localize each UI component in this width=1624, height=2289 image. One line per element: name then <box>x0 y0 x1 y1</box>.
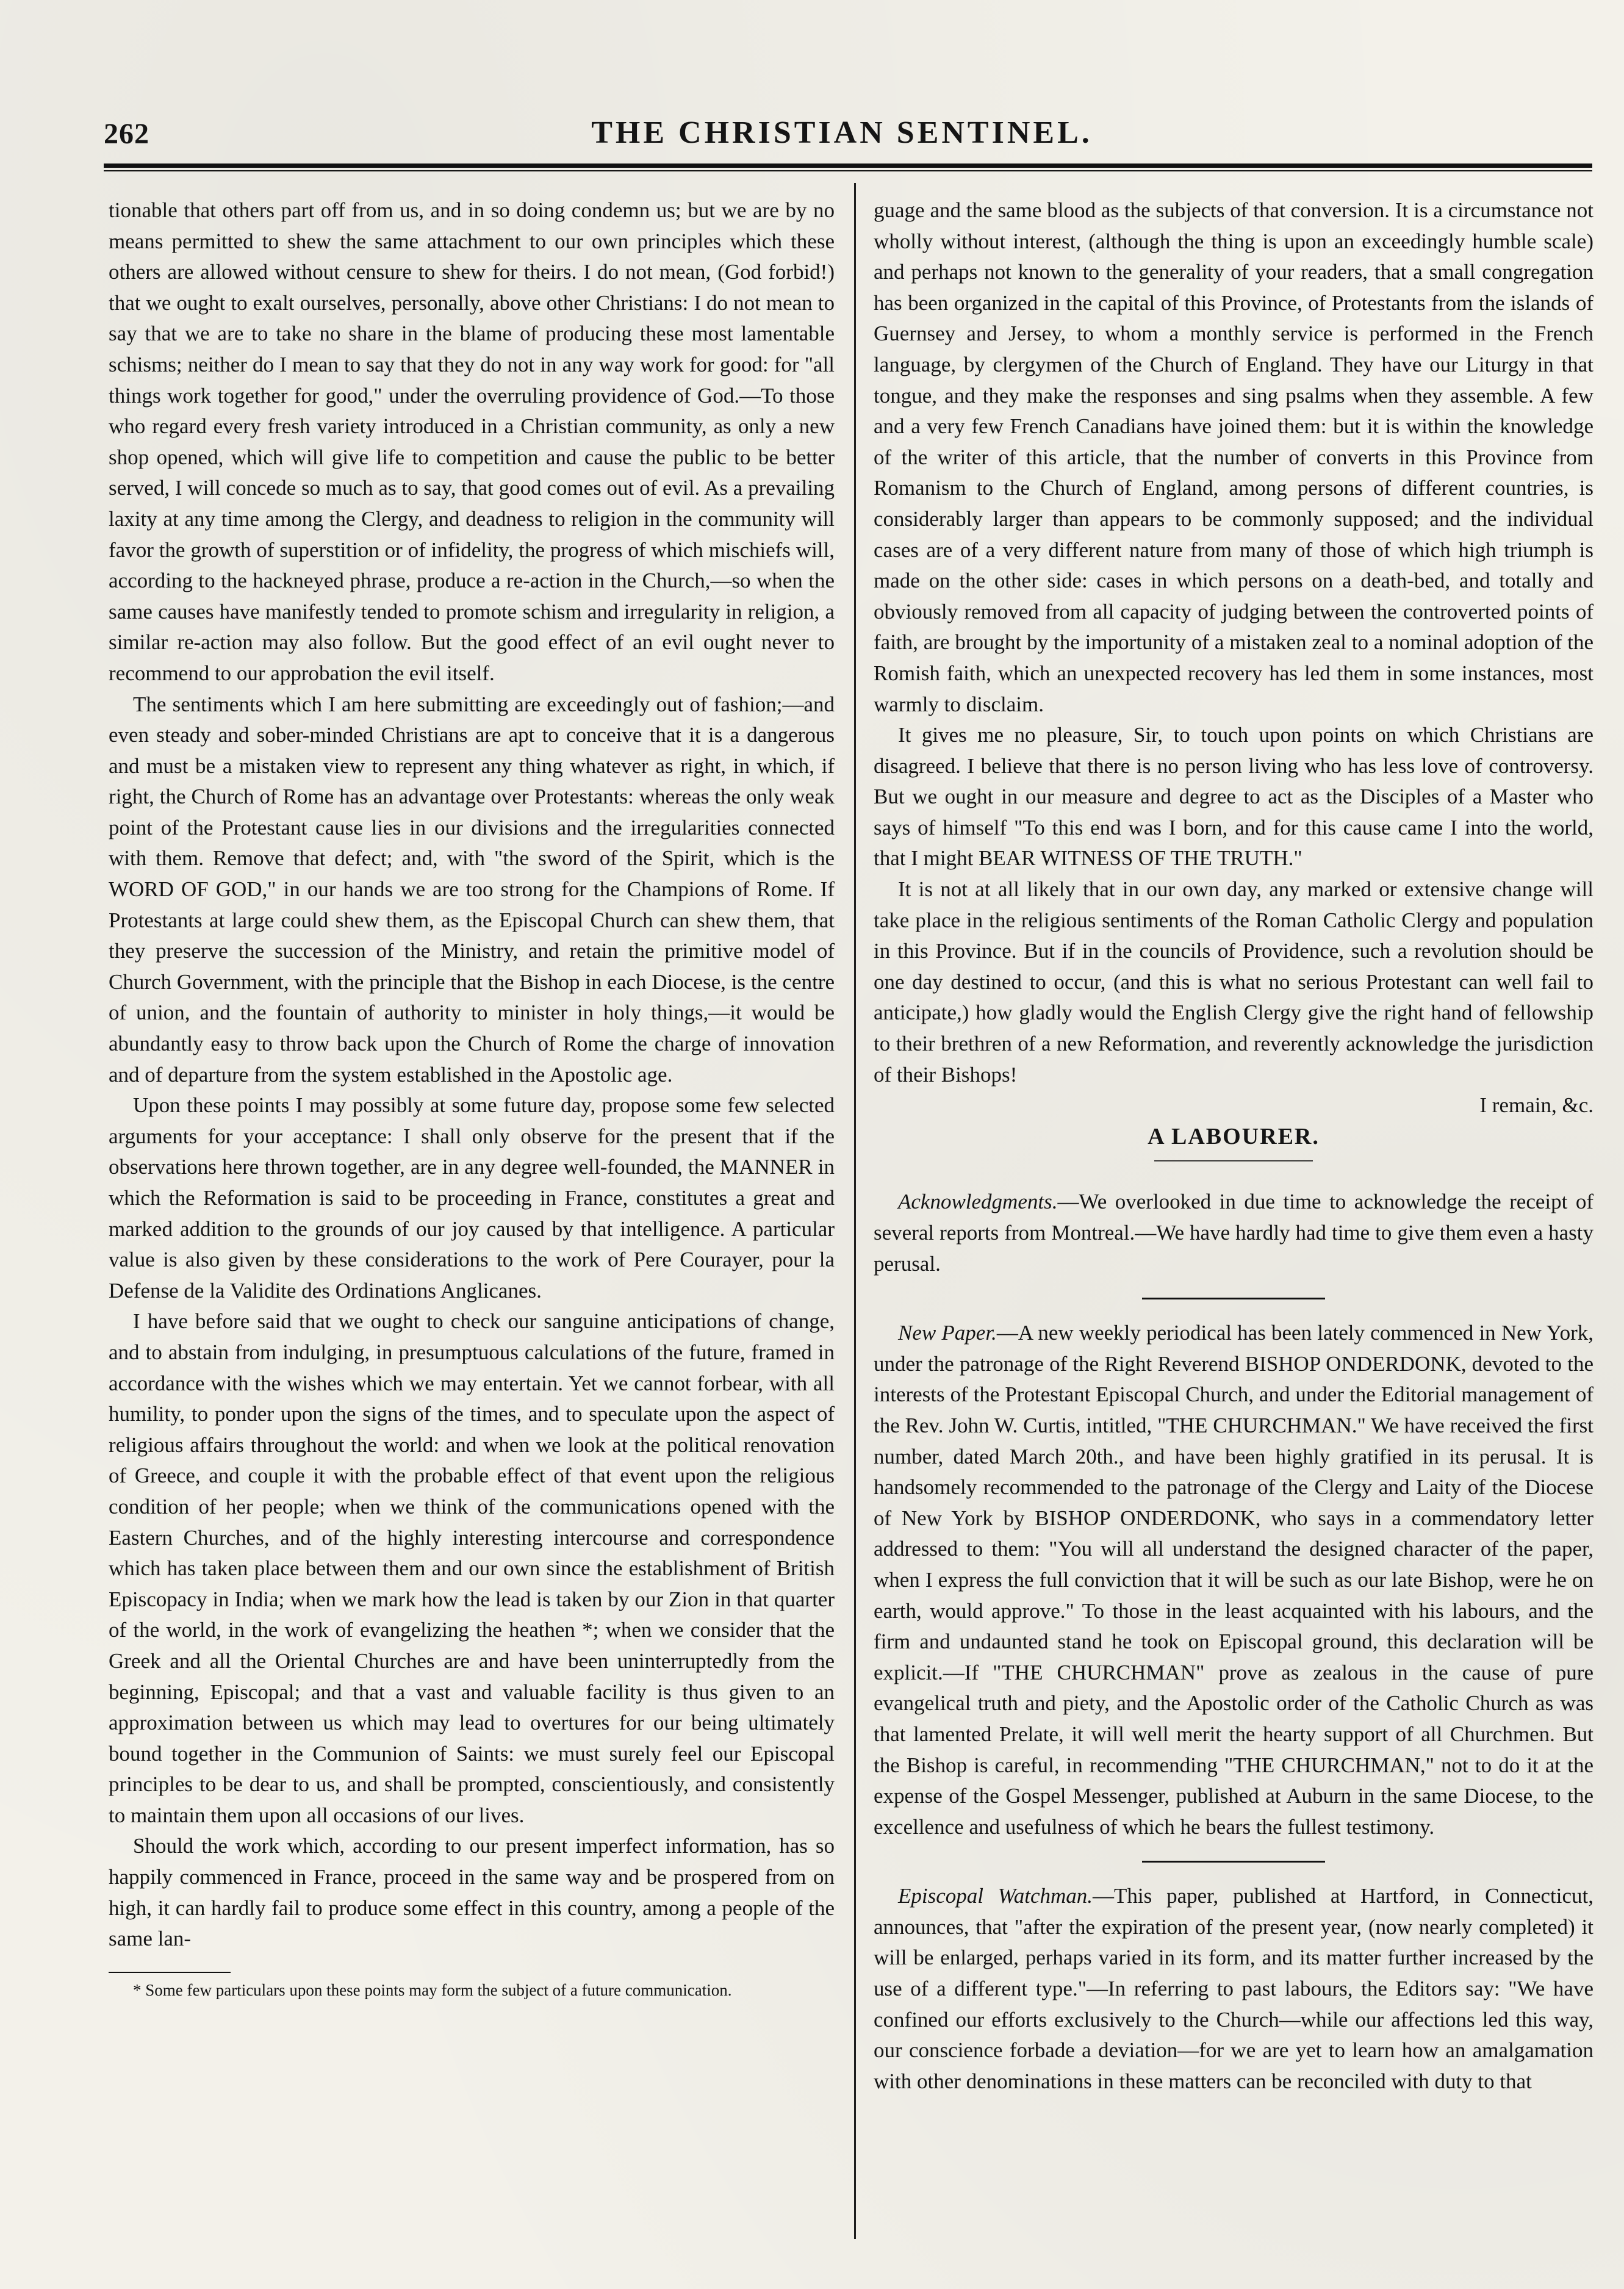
notice-new-paper <box>874 1318 1593 1842</box>
left-column <box>109 195 835 2001</box>
left-paragraph-1: tionable that others part off from us, and in so doing condemn us; but we are by no means permitted to shew the same attachment to our own principles which these others are allowed without censure to shew for theirs. I do not mean, (God forbid!) that we ought to exalt ourselves, personally, above other Christians: I do not mean to say that we are to take no share in the blame of producing these most lamentable schisms; neither do I mean to say that they do not in any way work for good: for "all things work together for good," under the overruling providence of God.—To those who regard every fresh variety introduced in a Christian community, as only a new shop opened, which will give life to competition and cause the public to be better served, I will concede so much as to say, that good comes out of evil. As a prevailing laxity at any time among the Clergy, and deadness to religion in the community will favor the growth of superstition or of infidelity, the progress of which mischiefs will, according to the hackneyed phrase, produce a re-action in the Church,—so when the same causes have manifestly tended to promote schism and irregularity in religion, a similar re-action may also follow. But the good effect of an evil ought never to recommend to our approbation the evil itself. <box>109 198 835 685</box>
right-column <box>874 195 1593 2097</box>
footnote-rule <box>109 1972 231 1973</box>
notice-acknowledgments-title: Acknowledgments. <box>898 1190 1058 1214</box>
notice-divider-2 <box>1142 1861 1325 1863</box>
header-rule <box>104 164 1592 171</box>
notice-acknowledgments-body: —We overlooked in due time to acknowledge the receipt of several reports from Montreal.—We have hardly had time to give them even a hasty perusal. <box>874 1190 1593 1276</box>
left-paragraph-3: Upon these points I may possibly at some future day, propose some few selected arguments for your acceptance: I shall only observe for the present that if the observations here thrown together, are in any degree well-founded, the MANNER in which the Reformation is said to be proceeding in France, constitutes a great and marked addition to the grounds of our joy caused by that intelligence. A particular value is also given by these considerations to the work of Pere Courayer, pour la Defense de la Validite des Ordinations Anglicanes. <box>109 1093 835 1303</box>
notice-divider-1 <box>1142 1298 1325 1299</box>
left-paragraph-2: The sentiments which I am here submitting are exceedingly out of fashion;—and even steady and sober-minded Christians are apt to conceive that it is a dangerous and must be a mistaken view to represent any thing whatever as right, in which, if right, the Church of Rome has an advantage over Protestants: whereas the only weak point of the Protestant cause lies in our divisions and the irregularities connected with them. Remove that defect; and, with "the sword of the Spirit, which is the WORD OF GOD," in our hands we are too strong for the Champions of Rome. If Protestants at large could shew them, as the Episcopal Church can shew them, that they preserve the succession of the Ministry, and retain the primitive model of Church Government, with the principle that the Bishop in each Diocese, is the centre of union, and the fountain of authority to minister in holy things,—it would be abundantly easy to throw back upon the Church of Rome the charge of innovation and of departure from the system established in the Apostolic age. <box>109 692 835 1087</box>
running-title: THE CHRISTIAN SENTINEL. <box>591 115 1093 150</box>
right-paragraph-1: guage and the same blood as the subjects of that conversion. It is a circumstance not wholly without interest, (although the thing is upon an exceedingly humble scale) and perhaps not known to the generality of your readers, that a small congregation has been organized in the capital of this Province, of Protestants from the islands of Guernsey and Jersey, to whom a monthly service is performed in the French language, by clergymen of the Church of England. They have our Liturgy in that tongue, and they make the responses and sing psalms when they assemble. A few and a very few French Canadians have joined them: but it is within the knowledge of the writer of this article, that the number of converts in this Province from Romanism to the Church of England, among persons of different countries, is considerably larger than appears to be commonly supposed; and the individual cases are of a very different nature from many of those of which high triumph is made on the other side: cases in which persons on a death-bed, and totally and obviously removed from all capacity of judging between the controverted points of faith, are brought by the importunity of a mistaken zeal to a nominal adoption of the Romish faith, which an unexpected recovery has led them in some instances, most warmly to disclaim. <box>874 198 1593 716</box>
footnote: * Some few particulars upon these points may form the subject of a future communication. <box>133 1980 732 1999</box>
left-paragraph-5: Should the work which, according to our present imperfect information, has so happily commenced in France, proceed in the same way and be prospered from on high, it can hardly fail to produce some effect in this country, among a people of the same lan- <box>109 1834 835 1951</box>
notice-episcopal-watchman-body: —This paper, published at Hartford, in Connecticut, announces, that "after the expiration of the present year, (now nearly completed) it will be enlarged, perhaps varied in its form, and its matter further increased by the use of a different type."—In referring to past labours, the Editors say: "We have confined our efforts exclusively to the Church—while our affections led this way, our conscience forbade a deviation—for we are yet to learn how an amalgamation with other denominations in these matters can be reconciled with duty to that <box>874 1884 1593 2093</box>
right-paragraph-2: It gives me no pleasure, Sir, to touch upon points on which Christians are disagreed. I believe that there is no person living who has less love of controversy. But we ought in our measure and degree to act as the Disciples of a Master who says of himself "To this end was I born, and for this cause came I into the world, that I might BEAR WITNESS OF THE TRUTH." <box>874 723 1593 871</box>
signoff: I remain, &c. <box>1479 1093 1593 1118</box>
notice-episcopal-watchman <box>874 1881 1593 2097</box>
left-paragraph-4: I have before said that we ought to check our sanguine anticipations of change, and to abstain from indulging, in presumptuous calculations of the future, framed in accordance with the wishes which we may entertain. Yet we cannot forbear, with all humility, to ponder upon the signs of the times, and to speculate upon the aspect of religious affairs throughout the world: and when we look at the political renovation of Greece, and couple it with the probable effect of that event upon the religious condition of her people; when we think of the communications opened with the Eastern Churches, and of the highly interesting intercourse and correspondence which has taken place between them and our own since the establishment of British Episcopacy in India; when we mark how the lead is taken by our Zion in that quarter of the world, in the work of evangelizing the heathen *; when we consider that the Greek and all the Oriental Churches are and have been uninterruptedly from the beginning, Episcopal; and that a vast and valuable facility is thus given to an approximation between us which may lead to overtures for our being ultimately bound together in the Communion of Saints: we must surely feel our Episcopal principles to be dear to us, and shall be prompted, conscientiously, and consistently to maintain them upon all occasions of our lives. <box>109 1309 835 1827</box>
page-number: 262 <box>104 118 149 150</box>
notice-episcopal-watchman-title: Episcopal Watchman. <box>898 1884 1093 1908</box>
column-divider <box>854 183 856 2239</box>
page-header <box>104 110 1580 159</box>
notice-new-paper-title: New Paper. <box>898 1321 997 1345</box>
notice-new-paper-body: —A new weekly periodical has been lately commenced in New York, under the patronage of the Right Reverend BISHOP ONDERDONK, devoted to the interests of the Protestant Episcopal Church, and under the Editorial management of the Rev. John W. Curtis, intitled, "THE CHURCHMAN." We have received the first number, dated March 20th., and have been highly gratified in its perusal. It is handsomely recommended to the patronage of the Clergy and Laity of the Diocese of New York by BISHOP ONDERDONK, who says in a commendatory letter addressed to them: "You will all understand the designed character of the paper, when I express the full conviction that it will be such as our late Bishop, were he on earth, would approve." To those in the least acquainted with his labours, and the firm and undaunted stand he took on Episcopal ground, this declaration will be explicit.—If "THE CHURCHMAN" prove as zealous in the cause of pure evangelical truth and piety, and the Apostolic order of the Catholic Church as was that lamented Prelate, it will well merit the hearty support of all Churchmen. But the Bishop is careful, in recommending "THE CHURCHMAN," not to do it at the expense of the Gospel Messenger, published at Auburn in the same Diocese, to the excellence and usefulness of which he bears the fullest testimony. <box>874 1321 1593 1839</box>
signature: A LABOURER. <box>1148 1123 1320 1149</box>
section-divider <box>1154 1160 1313 1162</box>
right-paragraph-3: It is not at all likely that in our own day, any marked or extensive change will take place in the religious sentiments of the Roman Catholic Clergy and population in this Province. But if in the councils of Providence, such a revolution should be one day destined to occur, (and this is what no serious Protestant can well fail to anticipate,) how gladly would the English Clergy give the right hand of fellowship to their brethren of a new Reformation, and reverently acknowledge the jurisdiction of their Bishops! <box>874 877 1593 1087</box>
notice-acknowledgments <box>874 1187 1593 1279</box>
